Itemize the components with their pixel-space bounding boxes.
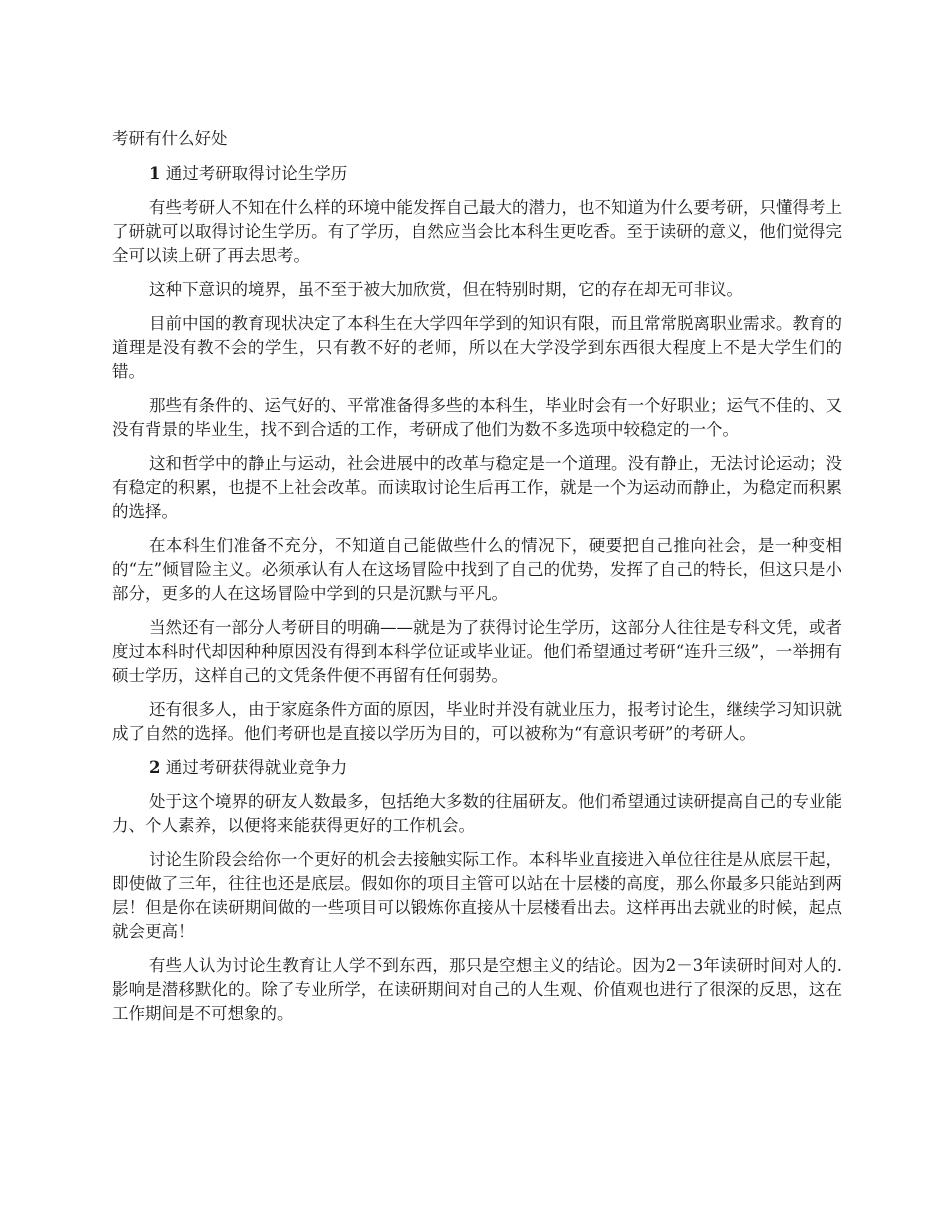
section-number: 1 [149,164,161,183]
section-heading-text: 通过考研获得就业竞争力 [165,758,348,777]
paragraph: 这种下意识的境界，虽不至于被大加欣赏，但在特别时期，它的存在却无可非议。 [149,280,743,299]
paragraph: 还有很多人，由于家庭条件方面的原因，毕业时并没有就业压力，报考讨论生，继续学习知识就成了自然的选择。他们考研也是直接以学历为目的，可以被称为“有意识考研”的考研人。 [112,700,842,743]
paragraph: 那些有条件的、运气好的、平常准备得多些的本科生，毕业时会有一个好职业；运气不佳的、又没有背景的毕业生，找不到合适的工作，考研成了他们为数不多选项中较稳定的一个。 [112,396,842,439]
section-heading [112,756,842,780]
paragraph: 处于这个境界的研友人数最多，包括绝大多数的往届研友。他们希望通过读研提高自己的专业能力、个人素养，以便将来能获得更好的工作机会。 [112,792,842,835]
paragraph: 在本科生们准备不充分，不知道自己能做些什么的情况下，硬要把自己推向社会，是一种变相的“左”倾冒险主义。必须承认有人在这场冒险中找到了自己的优势，发挥了自己的特长，但这只是小部分，更多的人在这场冒险中学到的只是沉默与平凡。 [112,536,842,603]
paragraph: 当然还有一部分人考研目的明确——就是为了获得讨论生学历，这部分人往往是专科文凭，或者度过本科时代却因种种原因没有得到本科学位证或毕业证。他们希望通过考研“连升三级”，一举拥有硕士学历，这样自己的文凭条件便不再留有任何弱势。 [112,618,842,685]
document-title: 考研有什么好处 [112,129,228,148]
section-number: 2 [149,758,161,777]
document-body [112,162,842,1036]
paragraph: 有些人认为讨论生教育让人学不到东西，那只是空想主义的结论。因为2－3年读研时间对人的.影响是潜移默化的。除了专业所学，在读研期间对自己的人生观、价值观也进行了很深的反思，这在工作期间是不可想象的。 [112,956,842,1023]
section-heading-text: 通过考研取得讨论生学历 [165,164,348,183]
paragraph: 目前中国的教育现状决定了本科生在大学四年学到的知识有限，而且常常脱离职业需求。教育的道理是没有教不会的学生，只有教不好的老师，所以在大学没学到东西很大程度上不是大学生们的错。 [112,314,842,381]
paragraph: 有些考研人不知在什么样的环境中能发挥自己最大的潜力，也不知道为什么要考研，只懂得考上了研就可以取得讨论生学历。有了学历，自然应当会比本科生更吃香。至于读研的意义，他们觉得完全可以读上研了再去思考。 [112,198,842,265]
paragraph: 讨论生阶段会给你一个更好的机会去接触实际工作。本科毕业直接进入单位往往是从底层干起，即使做了三年，往往也还是底层。假如你的项目主管可以站在十层楼的高度，那么你最多只能站到两层！但是你在读研期间做的一些项目可以锻炼你直接从十层楼看出去。这样再出去就业的时候，起点就会更高！ [112,850,842,941]
paragraph: 这和哲学中的静止与运动，社会进展中的改革与稳定是一个道理。没有静止，无法讨论运动；没有稳定的积累，也提不上社会改革。而读取讨论生后再工作，就是一个为运动而静止，为稳定而积累的选择。 [112,454,842,521]
section-heading [112,162,842,186]
